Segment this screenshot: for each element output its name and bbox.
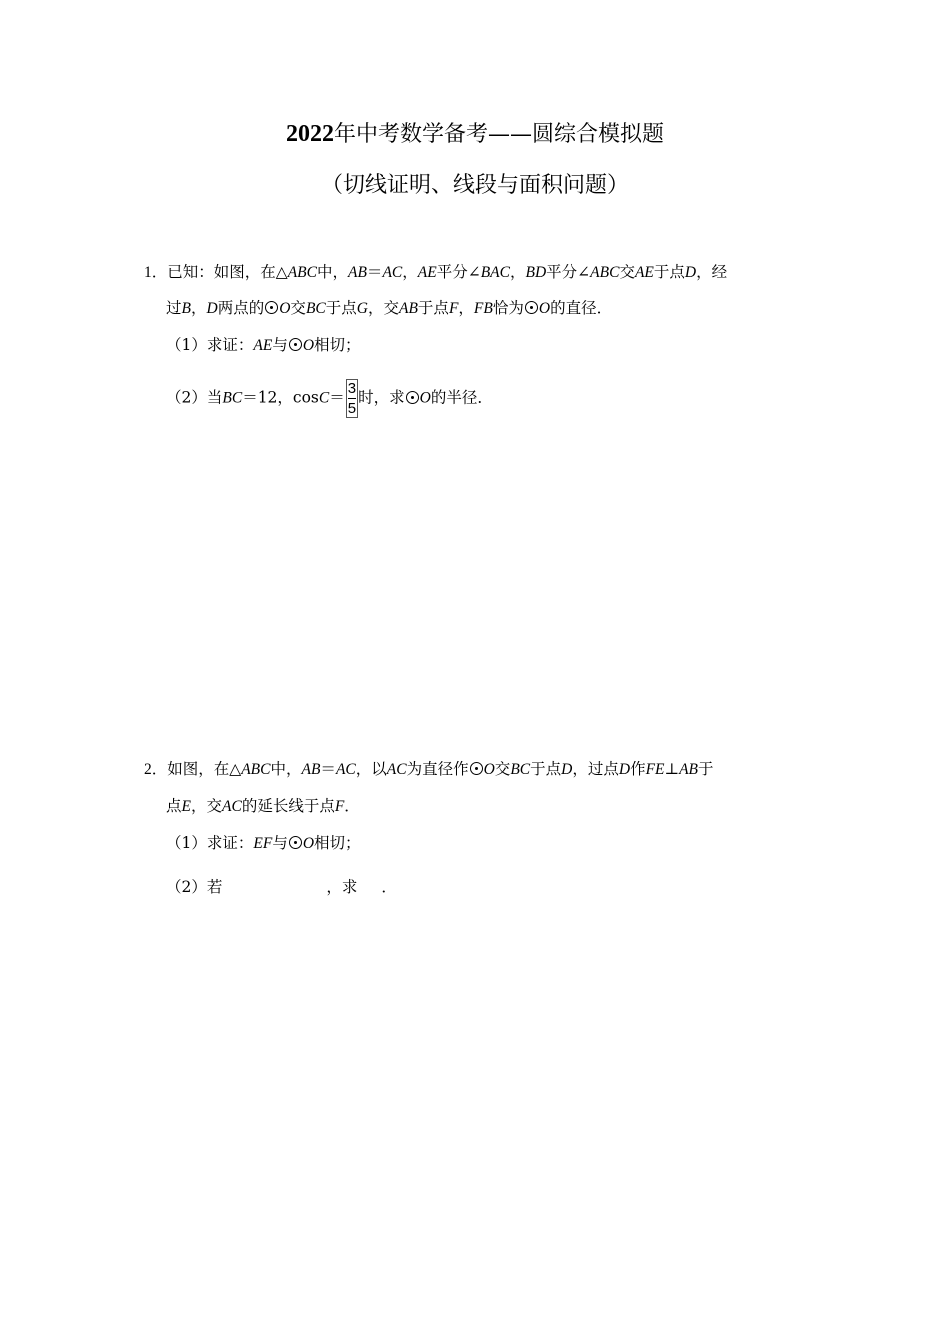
q1-text: 平分∠ — [546, 263, 591, 281]
q1-text: ＝ — [366, 263, 383, 281]
q2-part1 — [166, 832, 361, 855]
q1-var: BC — [305, 300, 326, 317]
q1-var: G — [356, 300, 368, 317]
q1-part2 — [166, 379, 493, 418]
q2-text: ，过点 — [572, 760, 619, 778]
q1-text: 于点 — [417, 299, 449, 317]
q1-text: 已知：如图，在△ — [167, 263, 288, 281]
fraction — [346, 379, 358, 418]
q2-var: EF — [253, 835, 273, 852]
page-title — [0, 118, 950, 151]
q1-var: AB — [347, 264, 367, 281]
circle-dot-icon — [265, 301, 278, 314]
q2-var: AC — [386, 761, 407, 778]
q1-var: D — [206, 300, 218, 317]
q1-var: ABC — [287, 264, 317, 281]
q2-var: AB — [679, 761, 699, 778]
q1-var: FB — [473, 300, 493, 317]
q1-var: BC — [222, 389, 243, 407]
q1-text: 过 — [166, 299, 182, 317]
q2-var: AB — [301, 761, 321, 778]
q2-text: ． — [344, 797, 360, 815]
q2-var: AC — [222, 798, 242, 815]
q1-text: ＝12，cos — [242, 388, 319, 407]
q2-part2 — [166, 876, 397, 898]
q1-text: （1）求证： — [166, 336, 254, 354]
q1-text: 恰为 — [492, 299, 524, 317]
q1-var: ABC — [590, 264, 620, 281]
q1-text: 时，求 — [358, 388, 405, 407]
circle-dot-icon — [289, 836, 302, 849]
q1-var: AE — [253, 337, 273, 354]
q1-text: ， — [402, 263, 418, 281]
q1-var: AB — [398, 300, 418, 317]
circle-dot-icon — [470, 762, 483, 775]
circle-dot-icon — [525, 301, 538, 314]
q2-text: （2）若 — [166, 878, 223, 896]
q1-text: ＝ — [329, 388, 345, 407]
q2-text: ，交 — [190, 797, 222, 815]
q2-text: 的延长线于点 — [241, 797, 335, 815]
fraction-numerator: 3 — [347, 380, 357, 397]
q1-part1 — [166, 334, 361, 357]
q1-var: O — [419, 389, 431, 407]
q1-text: 于点 — [325, 299, 357, 317]
q1-text: 的直径． — [550, 299, 613, 317]
q1-var: AC — [382, 264, 403, 281]
q2-text: ． — [381, 878, 397, 896]
q1-line2 — [166, 297, 612, 320]
q2-text: 相切； — [314, 834, 361, 852]
q1-text: ， — [458, 299, 474, 317]
circle-dot-icon — [406, 391, 419, 404]
q1-text: 的半径． — [430, 388, 493, 407]
fraction-denominator: 5 — [347, 400, 357, 417]
q1-line1 — [144, 261, 727, 284]
q1-var: C — [318, 389, 330, 407]
q2-text: ，以 — [355, 760, 387, 778]
q1-var: BD — [525, 264, 547, 281]
q2-text: 如图，在△ — [167, 760, 242, 778]
q1-var: BAC — [480, 264, 510, 281]
q1-var: B — [181, 300, 191, 317]
q2-line1 — [144, 758, 714, 781]
q1-text: 于点 — [653, 263, 685, 281]
q1-text: ，交 — [367, 299, 399, 317]
q2-var: O — [483, 761, 495, 778]
q1-var: O — [279, 300, 291, 317]
circle-dot-icon — [289, 338, 302, 351]
q2-var: BC — [510, 761, 531, 778]
q2-var: D — [618, 761, 631, 778]
q2-text: ，求 — [326, 878, 358, 896]
q2-text: 于 — [698, 760, 714, 778]
q2-var: FE — [645, 761, 665, 778]
q1-number: 1． — [144, 264, 168, 281]
q1-text: 交 — [290, 299, 306, 317]
q1-text: 与 — [272, 336, 288, 354]
q2-text: （1）求证： — [166, 834, 254, 852]
title-main: 年中考数学备考——圆综合模拟题 — [333, 122, 664, 147]
q1-text: 交 — [619, 263, 635, 281]
q2-var: F — [334, 798, 345, 815]
q2-number: 2． — [144, 761, 168, 778]
q1-text: 相切； — [314, 336, 361, 354]
q1-var: O — [302, 337, 315, 354]
q1-text: 中， — [316, 263, 348, 281]
q1-var: D — [684, 264, 697, 281]
q2-text: ＝ — [320, 760, 336, 778]
q2-text: 为直径作 — [406, 760, 469, 778]
q2-var: AC — [335, 761, 356, 778]
q1-text: ， — [190, 299, 207, 317]
fraction-bar — [348, 398, 356, 399]
q1-text: ，经 — [696, 263, 728, 281]
q1-text: ， — [509, 263, 526, 281]
q1-var: AE — [417, 264, 437, 281]
q1-text: （2）当 — [166, 388, 223, 407]
q2-var: D — [561, 761, 573, 778]
q2-text: ⊥ — [664, 760, 680, 778]
q2-var: ABC — [241, 761, 271, 778]
q1-text: 平分∠ — [436, 263, 481, 281]
q2-line2 — [166, 795, 360, 818]
q2-var: E — [181, 798, 191, 815]
q1-text: 两点的 — [217, 299, 265, 317]
q1-var: AE — [634, 264, 654, 281]
q1-var: O — [538, 300, 551, 317]
q2-text: 交 — [494, 760, 511, 778]
q2-text: 点 — [166, 797, 182, 815]
q2-text: 作 — [630, 760, 646, 778]
page-subtitle: （切线证明、线段与面积问题） — [320, 173, 629, 198]
q2-var: O — [302, 835, 315, 852]
title-year: 2022 — [285, 121, 334, 147]
q2-text: 中， — [270, 760, 302, 778]
q2-text: 与 — [272, 834, 288, 852]
q2-text: 于点 — [530, 760, 562, 778]
q1-var: F — [448, 300, 459, 317]
